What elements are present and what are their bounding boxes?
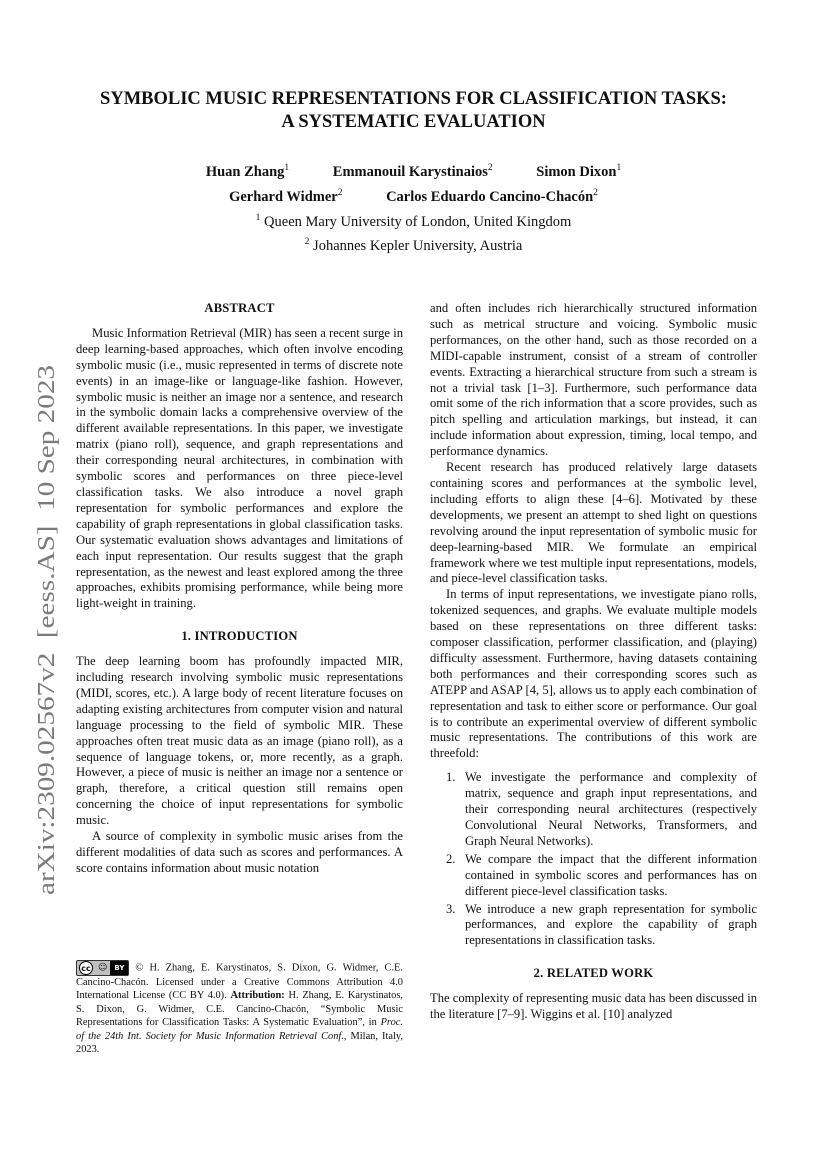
attribution-text: H. Zhang, E. Karystinatos, S. Dixon, G. Widmer, C.E. Cancino-Chacón, “Symbolic Music Representations for Classification Tasks: A Systematic Evaluation”, in <box>76 990 403 1029</box>
author-name: Huan Zhang$^1$ <box>205 163 290 180</box>
author-row-2 <box>60 183 767 208</box>
intro-paragraph: Recent research has produced relatively large datasets containing scores and performances at the symbolic level, including efforts to align these [4–6]. Motivated by these developments, we present an attempt to shed light on questions revolving around the input representation of symbolic music for deep-learning-based MIR. We formulate an empirical framework where we test multiple input representations, models, and piece-level classification tasks. <box>430 460 757 586</box>
author-name: Simon Dixon$^1$ <box>536 163 622 180</box>
arxiv-identifier <box>26 360 62 900</box>
author-block <box>60 158 767 257</box>
location-text: , Milan, Italy, 2023. <box>76 1030 403 1056</box>
related-work-heading: 2. RELATED WORK <box>533 966 654 981</box>
intro-paragraph: The deep learning boom has profoundly impacted MIR, including research involving symbolic music representations (MIDI, scores, etc.). A large body of recent literature focuses on adapting existing architectures from computer vision and natural language processing to the field of symbolic MIR. These approaches often treat music data as an image (piano roll), as a sequence of language tokens, or, more recently, as a graph. However, a piece of music is neither an image nor a sentence or graph, therefore, a critical question still remains open concerning the choice of input representations for symbolic music. <box>76 654 403 828</box>
intro-paragraph: In terms of input representations, we investigate piano rolls, tokenized sequences, and graphs. We evaluate multiple models based on these representations on three different tasks: composer classification, performer classification, and (playing) difficulty assessment. Furthermore, having datasets containing both performances and their corresponding scores such as ATEPP and ASAP [4, 5], allows us to apply each combination of representation and task to either score or performance. Our goal is to contribute an experimental overview of different symbolic music representations. The contributions of this work are threefold: <box>430 587 757 761</box>
abstract-text: Music Information Retrieval (MIR) has seen a recent surge in deep learning-based approaches, which often involve encoding symbolic music (i.e., music represented in terms of discrete note events) in an image-like or language-like fashion. However, symbolic music is neither an image nor a sentence, and research in the symbolic domain lacks a comprehensive overview of the different available representations. In this paper, we investigate matrix (piano roll), sequence, and graph representations and their corresponding neural architectures, in combination with symbolic scores and performances on three piece-level classification tasks. We also introduce a novel graph representation for symbolic performances and explore the capability of graph representations in global classification tasks. Our systematic evaluation shows advantages and limitations of each input representation. Our results suggest that the graph representation, as the newest and least explored among the three approaches, exhibits promising performance, while being more light-weight in training. <box>76 325 403 611</box>
venue-text: Proc. of the 24th Int. Society for Music Information Retrieval Conf. <box>76 1017 403 1042</box>
left-column <box>76 301 403 877</box>
arxiv-identifier-text: arXiv:2309.02567v2 [eess.AS] 10 Sep 2023 <box>33 449 60 895</box>
list-item: 2. We compare the impact that the different information contained in symbolic scores and performances has on different piece-level classification tasks. <box>446 851 757 898</box>
title-line-2: A SYSTEMATIC EVALUATION <box>281 112 546 132</box>
author-row-1 <box>60 158 767 183</box>
intro-paragraph-continued: and often includes rich hierarchically structured information such as metrical structure and voicing. Symbolic music performances, on the other hand, such as those recorded on a MIDI-capable instrument, consist of a stream of controller events. Extracting a hierarchical structure from such a stream is not a trivial task [1–3]. Furthermore, such performance data omit some of the rich information that a score provides, such as pitch spelling and articulation markings, but instead, it can include information about expression, timing, local tempo, and performance dynamics. <box>430 301 757 459</box>
related-work-paragraph: The complexity of representing music data has been discussed in the literature [7–9]. Wiggins et al. [10] analyzed <box>430 991 757 1022</box>
introduction-heading: 1. INTRODUCTION <box>181 629 298 644</box>
intro-paragraph: A source of complexity in symbolic music arises from the different modalities of data such as scores and performances. A score contains information about music notation <box>76 829 403 875</box>
contributions-list <box>430 770 757 949</box>
cc-by-license-icon: cc ☺ BY <box>76 960 129 976</box>
person-icon: ☺ <box>98 963 108 973</box>
attribution-label: Attribution: <box>230 990 285 1002</box>
right-column <box>430 301 757 1023</box>
paper-title <box>60 88 767 134</box>
affiliation: $^2$ Johannes Kepler University, Austria <box>304 237 523 255</box>
list-item: 3. We introduce a new graph representation for symbolic performances, and explore the capability of graph representations in classification tasks. <box>446 901 757 948</box>
list-item: 1. We investigate the performance and complexity of matrix, sequence and graph input representations, and their corresponding neural architectures (respectively Convolutional Neural Networks, Transformers, and Graph Neural Networks). <box>446 770 757 848</box>
title-line-1: SYMBOLIC MUSIC REPRESENTATIONS FOR CLASSIFICATION TASKS: <box>100 89 727 109</box>
author-name: Emmanouil Karystinaios$^2$ <box>332 163 493 180</box>
author-name: Carlos Eduardo Cancino-Chacón$^2$ <box>386 187 598 205</box>
author-name: Gerhard Widmer$^2$ <box>229 187 343 205</box>
affiliation: $^1$ Queen Mary University of London, United Kingdom <box>255 212 572 230</box>
abstract-heading: ABSTRACT <box>204 301 275 315</box>
copyright-text: © H. Zhang, E. Karystinatos, S. Dixon, G. Widmer, C.E. Cancino-Chacón. Licensed under a Creative Commons Attribution 4.0 International License (CC BY 4.0). <box>76 962 403 1002</box>
copyright-footnote <box>76 960 403 1056</box>
